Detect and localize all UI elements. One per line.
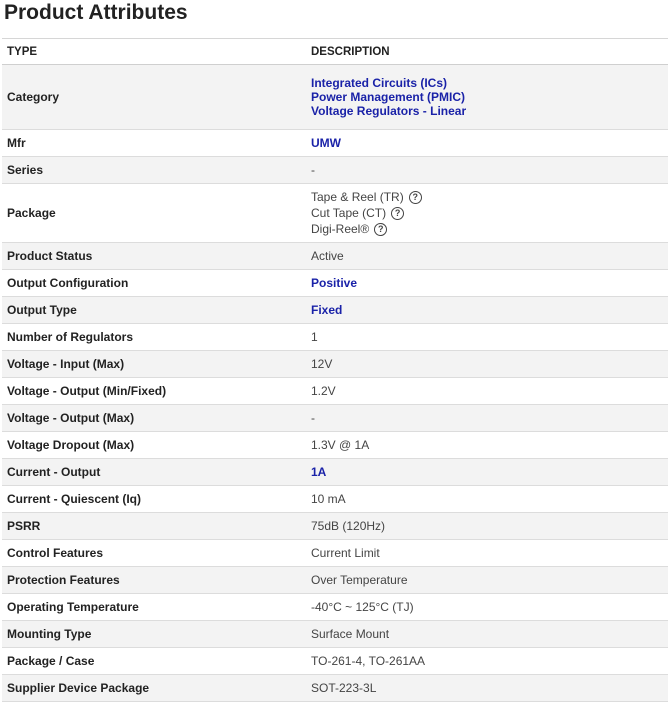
help-icon[interactable]: ? (374, 223, 387, 236)
table-row (2, 432, 668, 459)
table-row-package (2, 184, 668, 243)
attribute-label: Protection Features (7, 573, 120, 587)
attribute-label: Voltage - Output (Min/Fixed) (7, 384, 167, 398)
table-row (2, 270, 668, 297)
attribute-label: Output Type (7, 303, 77, 317)
help-icon[interactable]: ? (391, 207, 404, 220)
attribute-value-link[interactable]: Positive (311, 276, 358, 290)
attribute-label: Current - Output (7, 465, 101, 479)
attribute-value: 12V (311, 357, 333, 371)
attribute-label: Voltage - Input (Max) (7, 357, 125, 371)
attribute-label: Operating Temperature (7, 600, 139, 614)
table-row (2, 675, 668, 702)
table-row (2, 486, 668, 513)
package-option (311, 221, 668, 237)
category-link-pmic[interactable]: Power Management (PMIC) (311, 90, 466, 104)
attribute-value: SOT-223-3L (311, 681, 377, 695)
attribute-label: Voltage Dropout (Max) (7, 438, 135, 452)
table-row (2, 378, 668, 405)
attribute-value: Active (311, 249, 344, 263)
table-row-mfr (2, 130, 668, 157)
attribute-value-link[interactable]: Fixed (311, 303, 343, 317)
product-attributes-table (2, 38, 668, 702)
attribute-value (306, 184, 668, 243)
attribute-label: Category (7, 90, 60, 104)
attribute-value: 1 (311, 330, 318, 344)
table-row (2, 621, 668, 648)
attribute-label: Number of Regulators (7, 330, 134, 344)
table-row (2, 405, 668, 432)
attribute-label: Package / Case (7, 654, 95, 668)
table-row-category (2, 65, 668, 130)
attribute-value: 1.3V @ 1A (311, 438, 370, 452)
category-link-linear-regulators[interactable]: Voltage Regulators - Linear (311, 104, 467, 118)
table-header-row (2, 39, 668, 65)
table-row (2, 513, 668, 540)
table-row (2, 540, 668, 567)
attribute-value: -40°C ~ 125°C (TJ) (311, 600, 414, 614)
attribute-label: Control Features (7, 546, 104, 560)
attribute-value (306, 65, 668, 130)
table-row (2, 594, 668, 621)
table-row (2, 243, 668, 270)
attribute-label: Series (7, 163, 44, 177)
attribute-value (306, 130, 668, 157)
attribute-value: TO-261-4, TO-261AA (311, 654, 426, 668)
attribute-value: 10 mA (311, 492, 346, 506)
mfr-link[interactable]: UMW (311, 136, 341, 150)
attribute-label: Voltage - Output (Max) (7, 411, 135, 425)
package-option (311, 205, 668, 221)
attribute-value-link[interactable]: 1A (311, 465, 327, 479)
attribute-value: - (311, 411, 315, 425)
attribute-value: Surface Mount (311, 627, 390, 641)
package-option-label: Cut Tape (CT) (311, 206, 387, 220)
attribute-label: Current - Quiescent (Iq) (7, 492, 142, 506)
table-row (2, 297, 668, 324)
help-icon[interactable]: ? (409, 191, 422, 204)
table-row (2, 351, 668, 378)
attribute-label: Product Status (7, 249, 93, 263)
table-row (2, 648, 668, 675)
attribute-label: Mounting Type (7, 627, 92, 641)
attribute-label: PSRR (7, 519, 41, 533)
column-header-type: TYPE (2, 39, 306, 65)
attribute-value: - (311, 163, 315, 177)
attribute-value: 75dB (120Hz) (311, 519, 386, 533)
attribute-label: Output Configuration (7, 276, 129, 290)
table-row (2, 324, 668, 351)
page-title: Product Attributes (4, 1, 188, 24)
attribute-value (306, 297, 668, 324)
attribute-value: 1.2V (311, 384, 336, 398)
attribute-label: Package (7, 206, 56, 220)
table-row-series (2, 157, 668, 184)
package-option-label: Digi-Reel® (311, 222, 370, 236)
package-option (311, 189, 668, 205)
attribute-value: Current Limit (311, 546, 380, 560)
category-link-ics[interactable]: Integrated Circuits (ICs) (311, 76, 448, 90)
attribute-label: Supplier Device Package (7, 681, 150, 695)
column-header-description: DESCRIPTION (306, 39, 668, 65)
table-row (2, 567, 668, 594)
attribute-value: Over Temperature (311, 573, 408, 587)
attribute-value (306, 459, 668, 486)
table-row (2, 459, 668, 486)
attribute-value (306, 270, 668, 297)
attribute-label: Mfr (7, 136, 26, 150)
package-option-label: Tape & Reel (TR) (311, 190, 404, 204)
